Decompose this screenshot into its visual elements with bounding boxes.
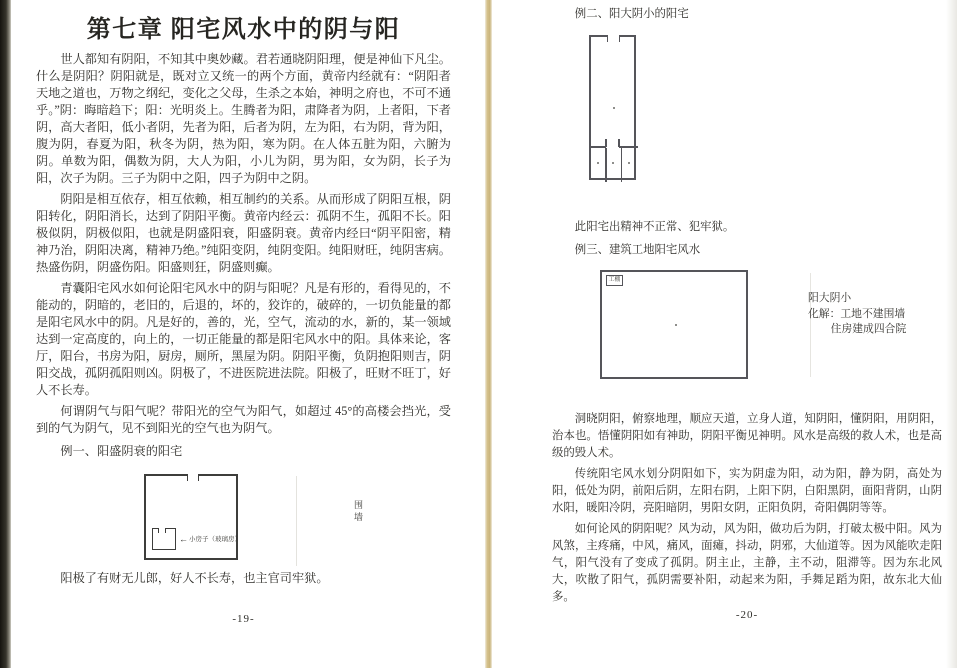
house2-gate-gap [607, 35, 620, 42]
page-right [552, 0, 942, 668]
chapter-title: 第七章 阳宅风水中的阴与阳 [86, 17, 401, 43]
book-spine [485, 0, 492, 668]
page-number-left: -19- [232, 613, 255, 625]
paragraph-yinyang-relation: 阴阳是相互依存，相互依赖，相互制约的关系。从而形成了阴阳互根，阴阳转化，阴阳消长，达到了阴阳平衡。黄帝内经云：孤阴不生，孤阳不长。阳极似阴，阴极似阳，也就是阴盛阳衰，阳盛阴衰。黄帝内经曰“阴平阳密，精神乃治，阴阳决离，精神乃绝。”纯阳变阴，纯阴变阳。纯阳财旺，纯阴害病。热盛伤阴，阴盛伤阳。阳盛则狂，阴盛则癫。 [36, 192, 451, 274]
paragraph-intro: 世人都知有阴阳，不知其中奥妙藏。君若通晓阴阳理，便是神仙下凡尘。什么是阴阳？阴阳就是，既对立又统一的两个方面，黄帝内经就有：“阴阳者天地之道也，万物之纲纪，变化之父母，生杀之本始，神明之府也，不可不通乎。”阴：晦暗趋下；阳：光明炎上。生腾者为阳，肃降者为阴，上者阳，下者阴，高大者阳，低小者阴，先者为阳，后者为阴，左为阳，右为阴，背为阳，腹为阴，春夏为阳，秋冬为阴，热为阳，寒为阴。在人体五脏为阳，六腑为阴。单数为阳，偶数为阴，大人为阳，小儿为阴，男为阳，女为阴，长子为阳，次子为阴。三子为阴中之阳，四子为阴中之阴。 [36, 52, 451, 185]
site-center-dot [675, 324, 677, 326]
figure-example2 [552, 31, 942, 213]
door-tick [618, 139, 620, 147]
figure3-note [808, 291, 906, 338]
page-number-right: -20- [735, 609, 759, 621]
room-dot [628, 162, 630, 164]
arrow-left-icon: ← [179, 534, 188, 544]
book-edge-right [946, 0, 957, 668]
page-left [36, 0, 451, 668]
scan-artifact-line [296, 476, 297, 566]
small-house-outline [152, 528, 176, 550]
small-house-label: 小房子（玻璃房） [189, 536, 241, 543]
paragraph-qingnang: 青囊阳宅风水如何论阳宅风水中的阴与阳呢？凡是有形的，看得见的，不能动的，阴暗的，老旧的，后退的，坏的，狡诈的，破碎的，一切负能量的都是阳宅风水中的阴。凡是好的，善的，光，空气，流动的水，新的，某一领域达到一定高度的，向上的，一切正能量的都是阳宅风水中的阳。具体来论，客厅，阳台，书房为阳，厨房，厕所，黑屋为阴。阴阳平衡，负阴抱阳则吉，阴阳交战，孤阴孤阳则凶。阴极了，不进医院进法院。阳极了，旺财不旺丁，好人不长寿。 [36, 281, 451, 397]
paragraph-dongxiao: 洞晓阴阳，俯察地理，顺应天道，立身人道，知阴阳，懂阴阳，用阴阳，治本也。悟懂阴阳如有神助，阴阳平衡见神明。风水是高级的救人术，也是高级的毁人术。 [552, 413, 942, 459]
courtyard-wall-outline [144, 474, 241, 560]
door-tick [605, 139, 607, 147]
room-divider [591, 146, 606, 148]
conclusion-text: 阳极了有财无儿郎，好人不长寿，也主官司牢狱。 [60, 571, 329, 585]
room-dot [597, 162, 599, 164]
room-dot [612, 162, 614, 164]
figure-example1 [36, 466, 451, 566]
center-dot [613, 107, 615, 109]
wall-label: 围墙 [353, 500, 363, 524]
paragraph-wind-yinyang: 如何论风的阴阳呢？风为动，风为阳，做功后为阴，打破太极中阳。风为风煞，主疼痛，中风，痛风，面瘫，抖动，阴邪，大仙道等。因为风能吹走阳气，阳气没有了变成了孤阴。阴主止，主静，主不动，阻滞等。因为东北风大，吹散了阳气，孤阴需要补阳，动起来为阳，手舞足蹈为阳，故东北大仙多。 [552, 523, 942, 603]
figure2-caption: 此阳宅出精神不正常、犯牢狱。 [574, 221, 735, 233]
note-line: 化解：工地不建围墙 [808, 307, 906, 320]
example3-heading: 例三、建筑工地阳宅风水 [574, 244, 701, 256]
shed-label: 工棚 [608, 277, 621, 283]
example1-heading: 例一、阳盛阴衰的阳宅 [60, 444, 183, 458]
room-partition [605, 148, 607, 182]
house2-outline [589, 35, 636, 180]
paragraph-yinqi-yangqi: 何谓阴气与阳气呢？带阳光的空气为阳气，如超过 45°的高楼会挡光，受到的气为阴气，见不到阳光的空气也为阴气。 [36, 404, 451, 435]
book-edge-left [0, 0, 11, 668]
small-house-gate-gap [158, 528, 166, 533]
small-house-note [179, 534, 241, 544]
courtyard-gate-gap [187, 474, 199, 481]
example2-heading: 例二、阳大阴小的阳宅 [574, 8, 689, 20]
construction-site-outline [600, 270, 748, 379]
room-partition [621, 148, 623, 182]
paragraph-traditional-division: 传统阳宅风水划分阴阳如下，实为阴虚为阳，动为阳，静为阴，高处为阳，低处为阴，前阳后阴，左阳右阴，上阳下阴，白阳黑阴，面阳背阴，山阴水阳，暖阳冷阴，亮阳暗阴，男阳女阴，正阳负阴，奇阳偶阴等等。 [552, 468, 942, 514]
note-line: 阳大阴小 [808, 292, 852, 304]
note-line: 住房建成四合院 [830, 323, 907, 335]
figure-example3 [552, 265, 942, 407]
shed-outline [606, 275, 623, 286]
